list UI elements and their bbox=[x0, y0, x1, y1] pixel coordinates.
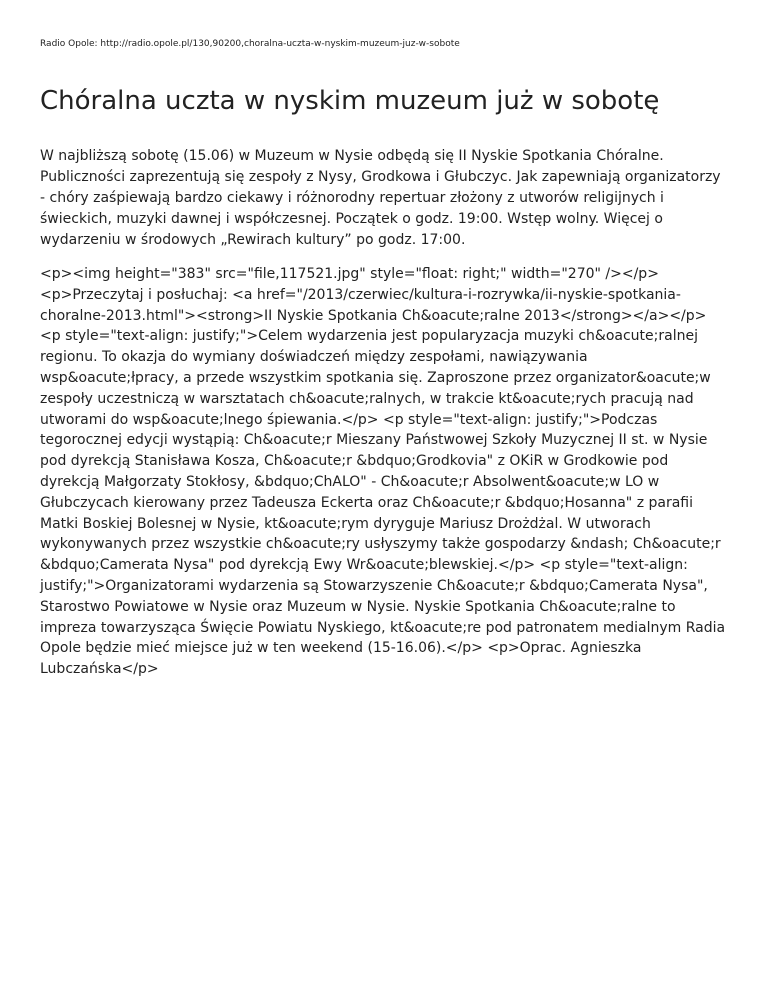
article-lead: W najbliższą sobotę (15.06) w Muzeum w Nysie odbędą się II Nyskie Spotkania Chóralne. Publiczności zaprezentują się zespoły z Nysy, Grodkowa i Głubczyc. Jak zapewniają organizatorzy - chóry zaśpiewają bardzo ciekawy i różnorodny repertuar złożony z utworów religijnych i świeckich, muzyki dawnej i współczesnej. Początek o godz. 19:00. Wstęp wolny. Więcej o wydarzeniu w środowych „Rewirach kultury” po godz. 17:00. bbox=[40, 148, 721, 248]
article-body-raw-html: <p><img height="383" src="file,117521.jpg" style="float: right;" width="270" /></p> <p>Przeczytaj i posłuchaj: <a href="/2013/czerwiec/kultura-i-rozrywka/ii-nyskie-spotkania-choralne-2013.html"><strong>II Nyskie Spotkania Ch&oacute;ralne 2013</strong></a></p> <p style="text-align: justify;">Celem wydarzenia jest popularyzacja muzyki ch&oacute;ralnej regionu. To okazja do wymiany doświadczeń między zespołami, nawiązywania wsp&oacute;łpracy, a przede wszystkim spotkania się. Zaproszone przez organizator&oacute;w zespoły uczestniczą w warsztatach ch&oacute;ralnych, w trakcie kt&oacute;rych pracują nad utworami do wsp&oacute;lnego śpiewania.</p> <p style="text-align: justify;">Podczas tegorocznej edycji wystąpią: Ch&oacute;r Mieszany Państwowej Szkoły Muzycznej II st. w Nysie pod dyrekcją Stanisława Kosza, Ch&oacute;r &bdquo;Grodkovia" z OKiR w Grodkowie pod dyrekcją Małgorzaty Stokłosy, &bdquo;ChALO" - Ch&oacute;r Absolwent&oacute;w LO w Głubczycach kierowany przez Tadeusza Eckerta oraz Ch&oacute;r &bdquo;Hosanna" z parafii Matki Boskiej Bolesnej w Nysie, kt&oacute;rym dyryguje Mariusz Drożdżal. W utworach wykonywanych przez wszystkie ch&oacute;ry usłyszymy także gospodarzy &ndash; Ch&oacute;r &bdquo;Camerata Nysa" pod dyrekcją Ewy Wr&oacute;blewskiej.</p> <p style="text-align: justify;">Organizatorami wydarzenia są Stowarzyszenie Ch&oacute;r &bdquo;Camerata Nysa", Starostwo Powiatowe w Nysie oraz Muzeum w Nysie. Nyskie Spotkania Ch&oacute;ralne to impreza towarzysząca Święcie Powiatu Nyskiego, kt&oacute;re pod patronatem medialnym Radia Opole będzie mieć miejsce już w ten weekend (15-16.06).</p> <p>Oprac. Agnieszka Lubczańska</p> bbox=[40, 266, 726, 678]
source-url-line: Radio Opole: http://radio.opole.pl/130,90200,choralna-uczta-w-nyskim-muzeum-juz-w-sobote bbox=[40, 39, 460, 49]
article-title: Chóralna uczta w nyskim muzeum już w sobotę bbox=[40, 86, 660, 116]
